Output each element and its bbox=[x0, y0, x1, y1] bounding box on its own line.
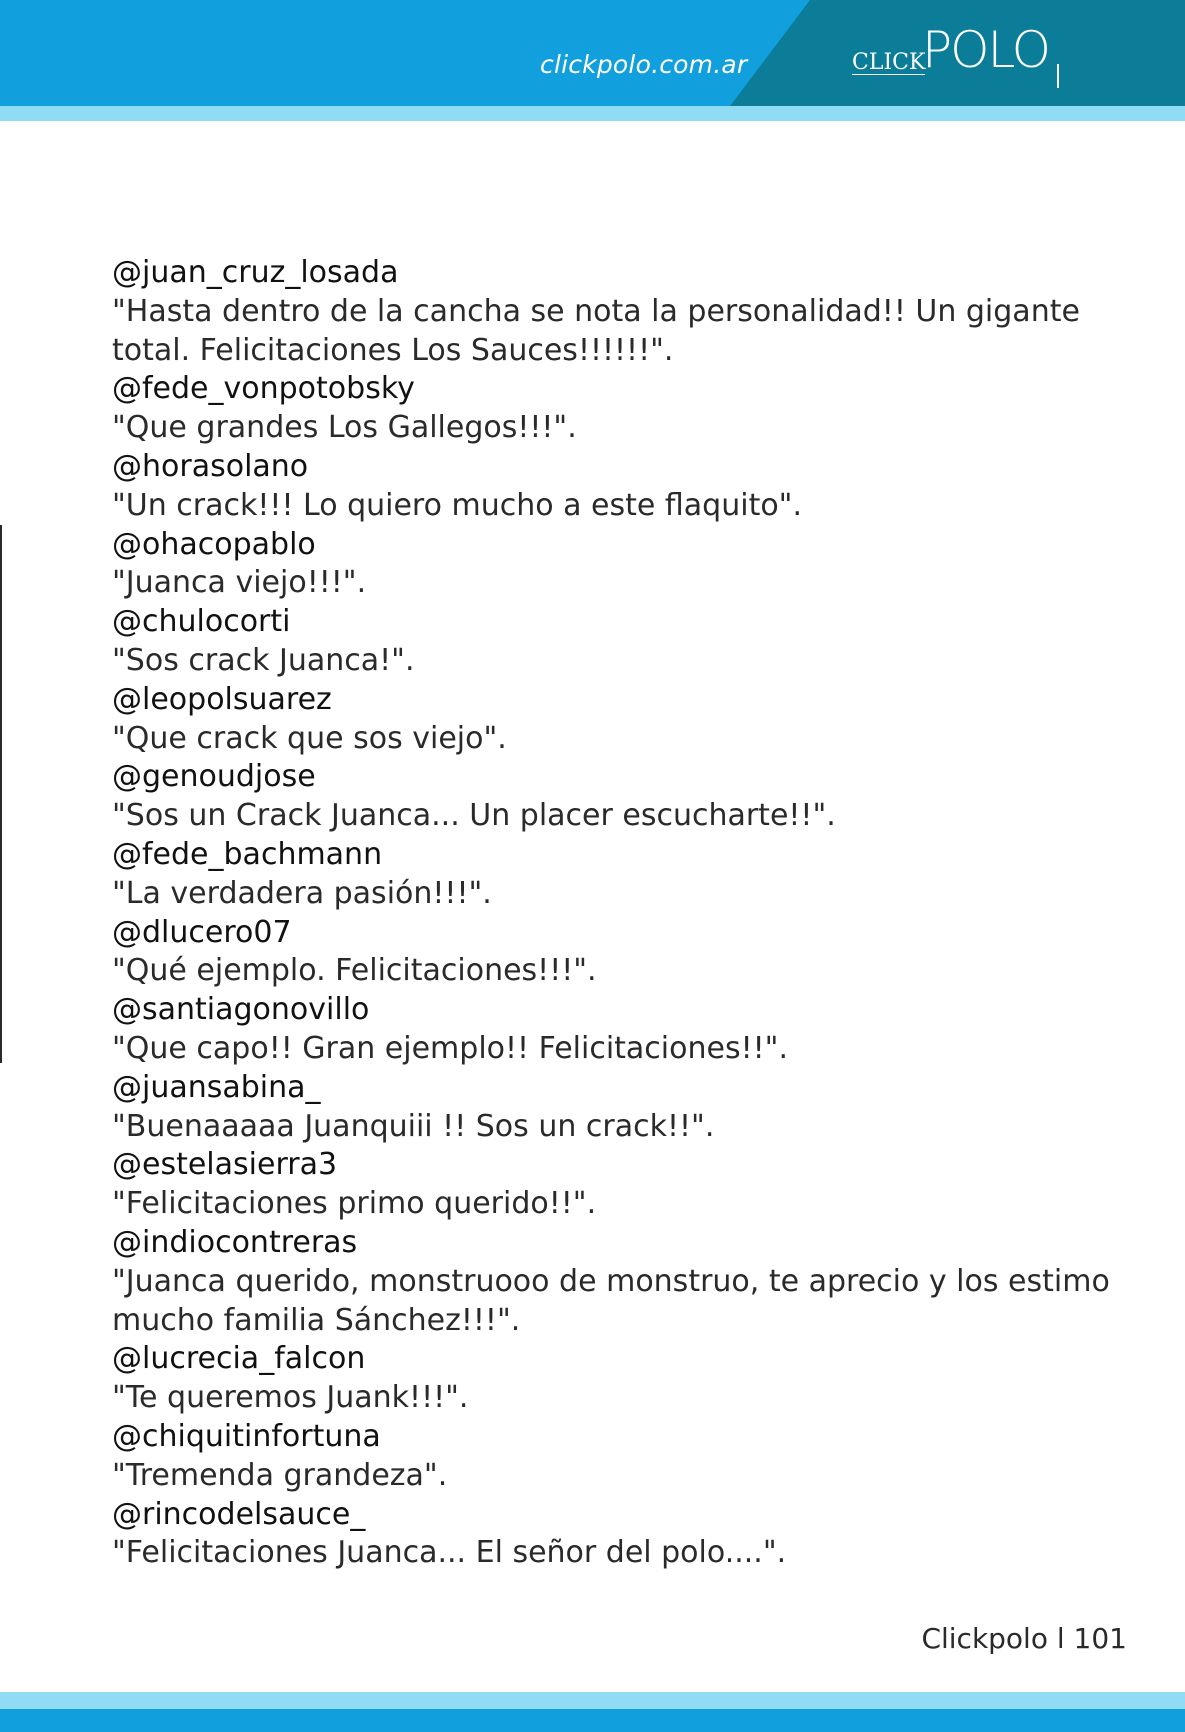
logo-polo-text: POLO bbox=[922, 21, 1049, 79]
comment-handle[interactable]: @ohacopablo bbox=[112, 526, 316, 562]
comment-text: "Juanca querido, monstruooo de monstruo, te aprecio y los estimo mucho familia Sánchez!!!". bbox=[112, 1263, 1110, 1338]
comment-handle[interactable]: @chiquitinfortuna bbox=[112, 1418, 381, 1454]
comment-handle[interactable]: @fede_vonpotobsky bbox=[112, 371, 415, 407]
comment-handle[interactable]: @genoudjose bbox=[112, 759, 316, 795]
comment-item bbox=[112, 1069, 1112, 1147]
comment-item bbox=[112, 991, 1112, 1069]
clickpolo-logo bbox=[852, 22, 1072, 92]
comment-handle[interactable]: @chulocorti bbox=[112, 604, 291, 640]
comment-item bbox=[112, 758, 1112, 836]
comment-text: "Felicitaciones primo querido!!". bbox=[112, 1186, 597, 1222]
logo-click-text: CLICK bbox=[852, 50, 926, 75]
comment-handle[interactable]: @leopolsuarez bbox=[112, 681, 332, 717]
comment-handle[interactable]: @estelasierra3 bbox=[112, 1147, 338, 1183]
left-margin-rule bbox=[0, 525, 2, 1063]
page-footer-label: Clickpolo l 101 bbox=[921, 1622, 1127, 1655]
comment-text: "Que grandes Los Gallegos!!!". bbox=[112, 410, 577, 446]
comment-item bbox=[112, 254, 1112, 370]
comment-item bbox=[112, 448, 1112, 526]
footer-bar bbox=[0, 1709, 1185, 1732]
comment-handle[interactable]: @indiocontreras bbox=[112, 1224, 358, 1260]
comment-item bbox=[112, 914, 1112, 992]
comment-text: "Sos crack Juanca!". bbox=[112, 642, 415, 678]
comment-handle[interactable]: @lucrecia_falcon bbox=[112, 1341, 366, 1377]
comment-text: "Un crack!!! Lo quiero mucho a este flaquito". bbox=[112, 487, 803, 523]
site-url[interactable]: clickpolo.com.ar bbox=[540, 50, 748, 79]
comment-text: "Tremenda grandeza". bbox=[112, 1457, 448, 1493]
comment-item bbox=[112, 1340, 1112, 1418]
comment-text: "Sos un Crack Juanca... Un placer escucharte!!". bbox=[112, 798, 836, 834]
comment-handle[interactable]: @juansabina_ bbox=[112, 1069, 321, 1105]
comment-text: "Juanca viejo!!!". bbox=[112, 565, 367, 601]
comment-handle[interactable]: @fede_bachmann bbox=[112, 836, 383, 872]
comment-item bbox=[112, 526, 1112, 604]
comment-handle[interactable]: @dlucero07 bbox=[112, 914, 292, 950]
comment-handle[interactable]: @santiagonovillo bbox=[112, 992, 370, 1028]
header-stripe bbox=[0, 106, 1185, 121]
comment-text: "Te queremos Juank!!!". bbox=[112, 1380, 469, 1416]
comment-item bbox=[112, 370, 1112, 448]
comments-list bbox=[112, 254, 1112, 1573]
comment-item bbox=[112, 1496, 1112, 1574]
footer-stripe bbox=[0, 1692, 1185, 1709]
comment-item bbox=[112, 1418, 1112, 1496]
comment-text: "Qué ejemplo. Felicitaciones!!!". bbox=[112, 953, 597, 989]
comment-text: "Felicitaciones Juanca... El señor del polo....". bbox=[112, 1535, 787, 1571]
comment-text: "Que crack que sos viejo". bbox=[112, 720, 507, 756]
comment-item bbox=[112, 1146, 1112, 1224]
comment-item bbox=[112, 836, 1112, 914]
comment-item bbox=[112, 1224, 1112, 1340]
comment-item bbox=[112, 603, 1112, 681]
comment-text: "Hasta dentro de la cancha se nota la personalidad!! Un gigante total. Felicitaciones Los Sauces!!!!!!". bbox=[112, 293, 1080, 368]
comment-text: "Que capo!! Gran ejemplo!! Felicitaciones!!". bbox=[112, 1030, 788, 1066]
logo-tick bbox=[1057, 64, 1059, 88]
comment-handle[interactable]: @horasolano bbox=[112, 448, 309, 484]
comment-text: "Buenaaaaa Juanquiii !! Sos un crack!!". bbox=[112, 1108, 715, 1144]
comment-text: "La verdadera pasión!!!". bbox=[112, 875, 492, 911]
comment-item bbox=[112, 681, 1112, 759]
comment-handle[interactable]: @juan_cruz_losada bbox=[112, 255, 399, 290]
comment-handle[interactable]: @rincodelsauce_ bbox=[112, 1496, 366, 1532]
